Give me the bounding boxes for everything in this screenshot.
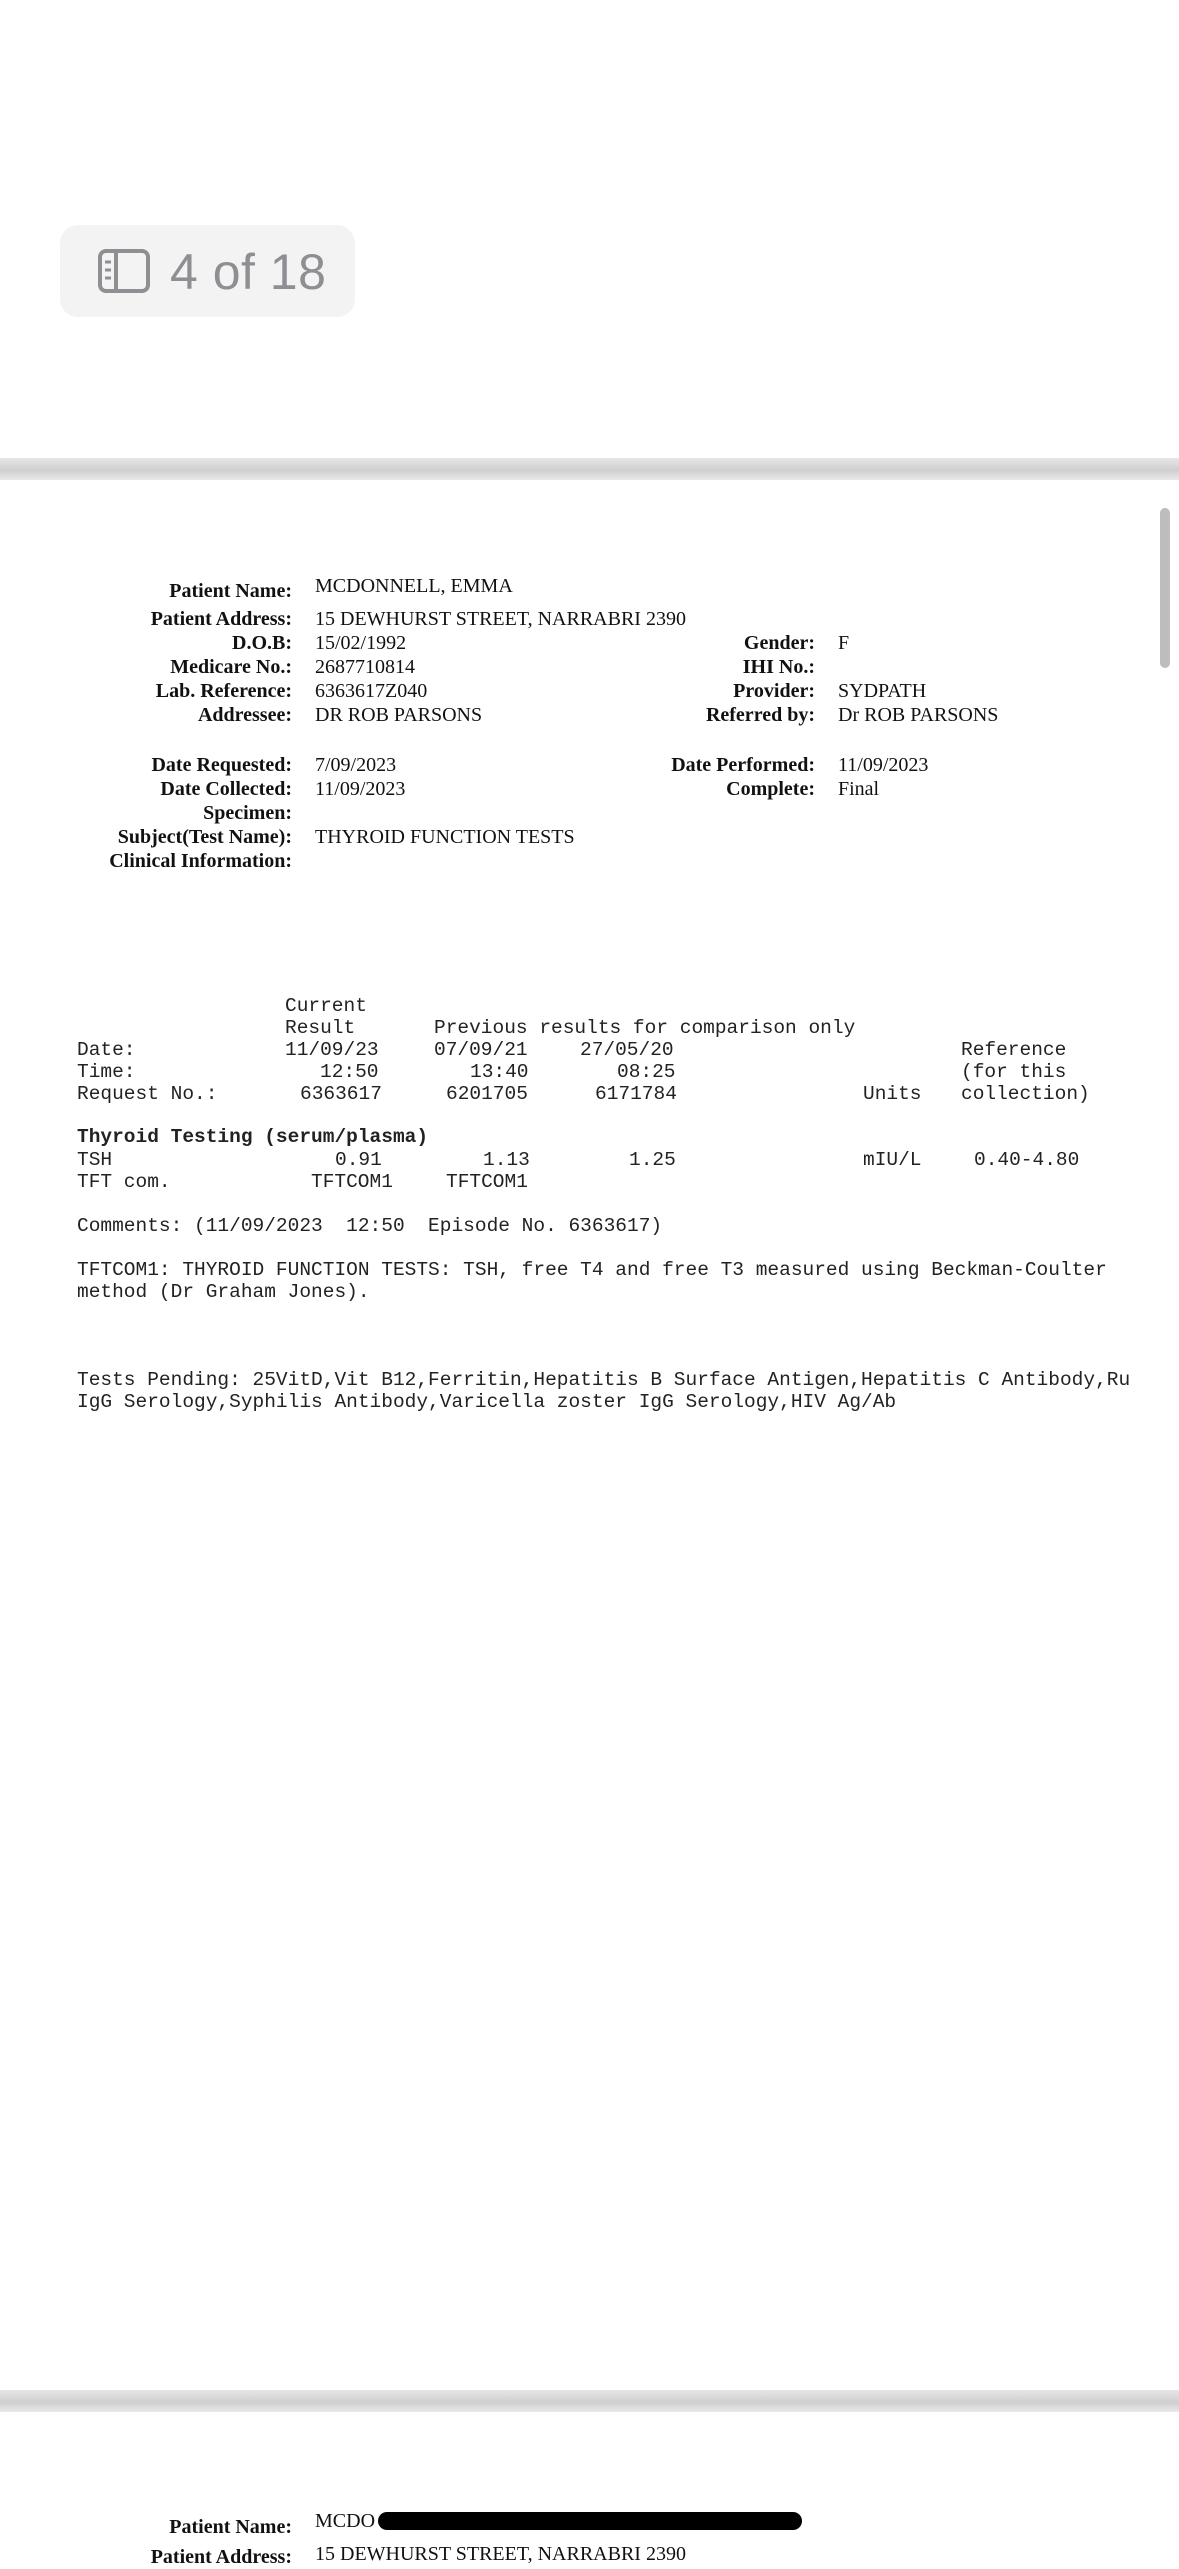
tests-pending-line-2: IgG Serology,Syphilis Antibody,Varicella zoster IgG Serology,HIV Ag/Ab bbox=[77, 1391, 897, 1413]
col1-request: 6363617 bbox=[300, 1083, 382, 1105]
value-dob: 15/02/1992 bbox=[315, 632, 407, 654]
col3-time: 08:25 bbox=[617, 1061, 676, 1083]
value-lab-ref: 6363617Z040 bbox=[315, 680, 428, 702]
label-subject: Subject(Test Name): bbox=[117, 826, 292, 848]
value-medicare: 2687710814 bbox=[315, 656, 415, 678]
current-result-header-1: Current bbox=[285, 995, 367, 1017]
value-referred-by: Dr ROB PARSONS bbox=[838, 704, 999, 726]
label-patient-address: Patient Address: bbox=[150, 608, 292, 630]
label-patient-name: Patient Name: bbox=[169, 580, 292, 602]
value-gender: F bbox=[838, 632, 850, 654]
value-complete: Final bbox=[838, 778, 880, 800]
value-date-performed: 11/09/2023 bbox=[838, 754, 929, 776]
sidebar-icon bbox=[98, 249, 150, 293]
col1-time: 12:50 bbox=[320, 1061, 379, 1083]
units-header: Units bbox=[863, 1083, 922, 1105]
reference-header-3: collection) bbox=[961, 1083, 1090, 1105]
tsh-reference: 0.40-4.80 bbox=[974, 1149, 1080, 1171]
label-gender: Gender: bbox=[743, 632, 815, 654]
page-separator-2 bbox=[0, 2390, 1179, 2412]
col2-request: 6201705 bbox=[446, 1083, 528, 1105]
label-date-requested: Date Requested: bbox=[151, 754, 292, 776]
label-date-collected: Date Collected: bbox=[160, 778, 292, 800]
tsh-value-prev1: 1.13 bbox=[483, 1149, 530, 1171]
reference-header-2: (for this bbox=[961, 1061, 1067, 1083]
value-addressee: DR ROB PARSONS bbox=[315, 704, 483, 726]
tft-value-current: TFTCOM1 bbox=[311, 1171, 393, 1193]
tsh-label: TSH bbox=[77, 1149, 113, 1171]
section-title: Thyroid Testing (serum/plasma) bbox=[77, 1126, 429, 1148]
tsh-value-prev2: 1.25 bbox=[629, 1149, 676, 1171]
col1-date: 11/09/23 bbox=[285, 1039, 379, 1061]
value-subject: THYROID FUNCTION TESTS bbox=[315, 826, 575, 848]
row-label-time: Time: bbox=[77, 1061, 136, 1083]
label-referred-by: Referred by: bbox=[705, 704, 815, 726]
label-medicare: Medicare No.: bbox=[170, 656, 292, 678]
label-dob: D.O.B: bbox=[232, 632, 292, 654]
redaction-bar bbox=[378, 2512, 802, 2530]
tftcom-line-1: TFTCOM1: THYROID FUNCTION TESTS: TSH, free T4 and free T3 measured using Beckman-Coulter bbox=[77, 1259, 1107, 1281]
value-date-requested: 7/09/2023 bbox=[315, 754, 397, 776]
tsh-value-current: 0.91 bbox=[335, 1149, 382, 1171]
reference-header-1: Reference bbox=[961, 1039, 1067, 1061]
col3-date: 27/05/20 bbox=[580, 1039, 674, 1061]
next-value-patient-address: 15 DEWHURST STREET, NARRABRI 2390 bbox=[315, 2543, 686, 2565]
value-patient-name: MCDONNELL, EMMA bbox=[315, 575, 513, 597]
next-label-patient-address: Patient Address: bbox=[150, 2546, 292, 2568]
value-patient-address: 15 DEWHURST STREET, NARRABRI 2390 bbox=[315, 608, 686, 630]
page-indicator[interactable] bbox=[60, 225, 355, 317]
label-addressee: Addressee: bbox=[197, 704, 292, 726]
label-clinical-info: Clinical Information: bbox=[109, 850, 292, 872]
next-value-patient-name: MCDO bbox=[315, 2510, 376, 2532]
row-label-request: Request No.: bbox=[77, 1083, 218, 1105]
next-label-patient-name: Patient Name: bbox=[169, 2516, 292, 2538]
page-separator bbox=[0, 458, 1179, 480]
value-provider: SYDPATH bbox=[838, 680, 927, 702]
value-date-collected: 11/09/2023 bbox=[315, 778, 406, 800]
page-indicator-label: 4 of 18 bbox=[170, 244, 327, 300]
scrollbar[interactable] bbox=[1160, 508, 1170, 668]
tft-value-prev1: TFTCOM1 bbox=[446, 1171, 528, 1193]
col3-request: 6171784 bbox=[595, 1083, 677, 1105]
tftcom-line-2: method (Dr Graham Jones). bbox=[77, 1281, 370, 1303]
tests-pending-line-1: Tests Pending: 25VitD,Vit B12,Ferritin,Hepatitis B Surface Antigen,Hepatitis C Antibody,Ru bbox=[77, 1369, 1131, 1391]
row-label-date: Date: bbox=[77, 1039, 136, 1061]
comments-line: Comments: (11/09/2023 12:50 Episode No. 6363617) bbox=[77, 1215, 663, 1237]
label-ihi: IHI No.: bbox=[742, 656, 815, 678]
label-date-performed: Date Performed: bbox=[671, 754, 815, 776]
label-specimen: Specimen: bbox=[203, 802, 292, 824]
tft-label: TFT com. bbox=[77, 1171, 171, 1193]
label-lab-ref: Lab. Reference: bbox=[155, 680, 292, 702]
previous-results-header: Previous results for comparison only bbox=[434, 1017, 856, 1039]
label-provider: Provider: bbox=[733, 680, 815, 702]
label-complete: Complete: bbox=[726, 778, 815, 800]
current-result-header-2: Result bbox=[285, 1017, 356, 1039]
col2-time: 13:40 bbox=[470, 1061, 529, 1083]
col2-date: 07/09/21 bbox=[434, 1039, 528, 1061]
tsh-units: mIU/L bbox=[863, 1149, 922, 1171]
